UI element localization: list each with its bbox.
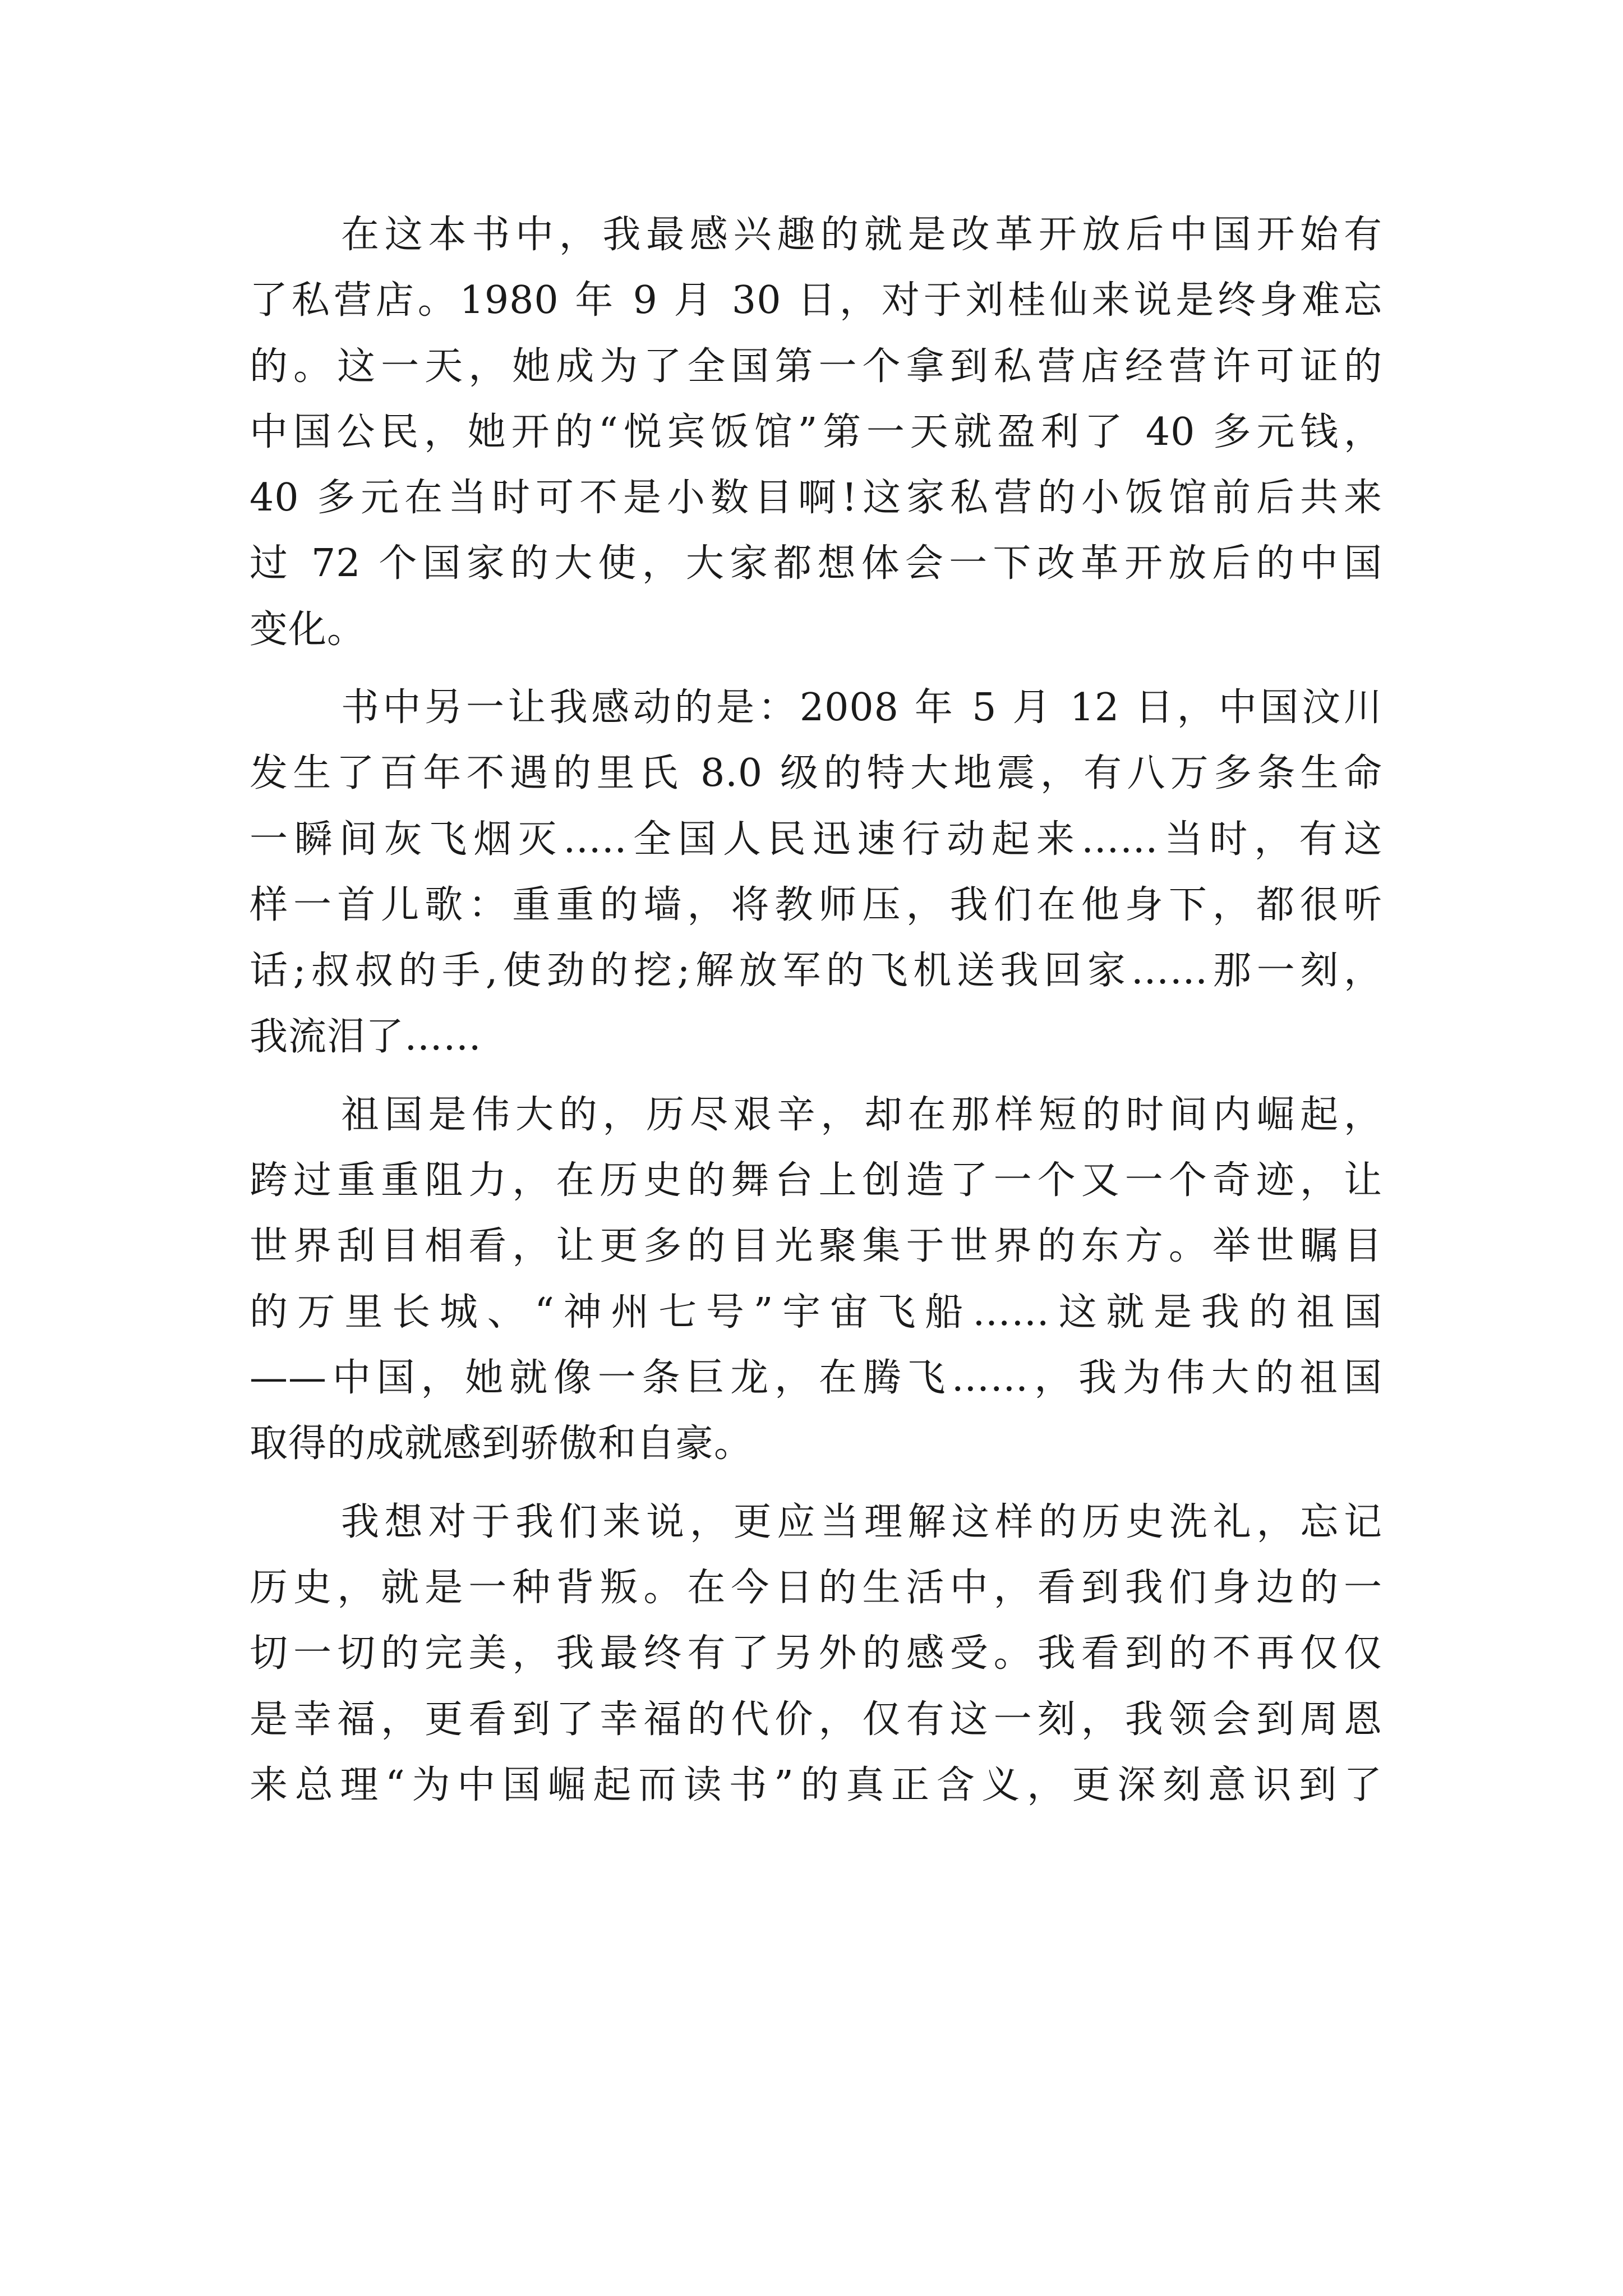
paragraph-1	[250, 202, 1382, 662]
text-line: 中国公民，她开的“悦宾饭馆”第一天就盈利了 40 多元钱，	[250, 409, 1382, 454]
paragraph-4	[250, 1489, 1382, 1818]
text-line: 的。这一天，她成为了全国第一个拿到私营店经营许可证的	[250, 344, 1382, 389]
text-line: 40 多元在当时可不是小数目啊!这家私营的小饭馆前后共来	[250, 476, 1382, 521]
text-line: 来总理“为中国崛起而读书”的真正含义，更深刻意识到了	[250, 1763, 1382, 1807]
text-line: 我流泪了……	[250, 1014, 482, 1059]
text-line: 变化。	[250, 607, 366, 652]
text-line: 的万里长城、“神州七号”宇宙飞船……这就是我的祖国	[250, 1290, 1382, 1335]
text-line: 话;叔叔的手,使劲的挖;解放军的飞机送我回家……那一刻，	[250, 949, 1382, 993]
paragraph-3	[250, 1082, 1382, 1477]
paragraph-2	[250, 675, 1382, 1070]
paragraph-gap	[250, 662, 1382, 675]
text-line: 切一切的完美，我最终有了另外的感受。我看到的不再仅仅	[250, 1631, 1382, 1676]
text-line: ——中国，她就像一条巨龙，在腾飞……，我为伟大的祖国	[250, 1356, 1382, 1401]
paragraph-gap	[250, 1070, 1382, 1082]
text-line: 我想对于我们来说，更应当理解这样的历史洗礼，忘记	[341, 1499, 1382, 1544]
body-text	[250, 202, 1382, 1818]
text-line: 世界刮目相看，让更多的目光聚集于世界的东方。举世瞩目	[250, 1224, 1382, 1269]
text-line: 一瞬间灰飞烟灭…..全国人民迅速行动起来……当时，有这	[250, 817, 1382, 862]
text-line: 样一首儿歌：重重的墙，将教师压，我们在他身下，都很听	[250, 882, 1382, 927]
text-line: 在这本书中，我最感兴趣的就是改革开放后中国开始有	[341, 213, 1382, 257]
text-line: 是幸福，更看到了幸福的代价，仅有这一刻，我领会到周恩	[250, 1697, 1382, 1742]
text-line: 取得的成就感到骄傲和自豪。	[250, 1421, 753, 1466]
paragraph-gap	[250, 1477, 1382, 1489]
text-line: 历史，就是一种背叛。在今日的生活中，看到我们身边的一	[250, 1565, 1382, 1610]
text-line: 祖国是伟大的，历尽艰辛，却在那样短的时间内崛起，	[341, 1092, 1382, 1137]
text-line: 过 72 个国家的大使，大家都想体会一下改革开放后的中国	[250, 541, 1382, 586]
text-line: 跨过重重阻力，在历史的舞台上创造了一个又一个奇迹，让	[250, 1158, 1382, 1203]
text-line: 发生了百年不遇的里氏 8.0 级的特大地震，有八万多条生命	[250, 751, 1382, 796]
text-line: 了私营店。1980 年 9 月 30 日，对于刘桂仙来说是终身难忘	[250, 278, 1382, 323]
text-line: 书中另一让我感动的是：2008 年 5 月 12 日，中国汶川	[341, 685, 1382, 730]
